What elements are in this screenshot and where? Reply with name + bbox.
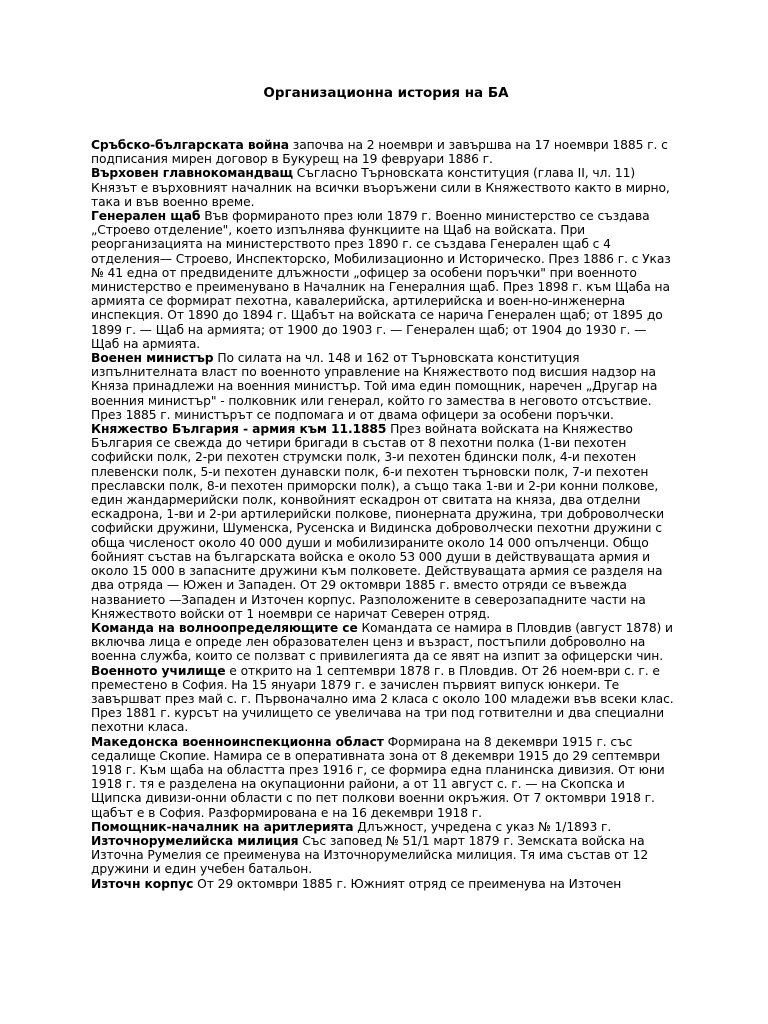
entry-text: Със заповед № 51/1 март 1879 г. Земската войска на Източна Румелия се преименува на Източнорумелийска милиция. Тя има състав от 12 дружини и един учебен батальон.	[91, 833, 649, 877]
entry-heading: Княжество България - армия към 11.1885	[91, 422, 387, 437]
entry-heading: Военен министър	[91, 351, 214, 366]
entry-paragraph	[91, 820, 675, 834]
entry-text: През войната войската на Княжество България се свежда до четири бригади в състав от 8 пехотни полка (1-ви пехотен софийски полк, 2-ри пехотен струмски полк, 3-и пехотен бдински полк, 4-и пехотен плевенски полк, 5-и пехотен дунавски полк, 6-и пехотен търновски полк, 7-и пехотен преславски полк, 8-и пехотен приморски полк), а също така 1-ви и 2-ри конни полкове, един жандармерийски полк, конвойният ескадрон от свитата на княза, два отделни ескадрона, 1-ви и 2-ри артилерийски полкове, пионерната дружина, три доброволчески софийски дружини, Шуменска, Русенска и Видинска доброволчески пехотни дружини с обща численост около 40 000 души и мобилизираните около 14 000 опълченци. Общо бойният състав на българската войска е около 53 000 души в действуващата армия и около 15 000 в запасните дружини към полковете. Действуващата армия се разделя на два отряда — Южен и Западен. От 29 октомври 1885 г. вместо отряди се въвежда названието —Западен и Източен корпус. Разположените в северозападните части на Княжеството войски от 1 ноември се наричат Северен отряд.	[91, 422, 665, 621]
entry-text: От 29 октомври 1885 г. Южният отряд се преименува на Източен	[193, 876, 622, 891]
document-page	[91, 85, 675, 891]
entries-list	[91, 138, 675, 891]
entry-text: Формирана на 8 декември 1915 г. със седалище Скопие. Намира се в оперативната зона от 8 декември 1915 до 29 септември 1918 г. Към щаба на областта през 1916 г, се формира една планинска дивизия. От юни 1918 г. тя е разделена на окупационни райони, а от 11 август с. г. — на Скопска и Щипска дивизи-онни области с по пет полкови военни окръжия. От 7 октомври 1918 г. щабът е в София. Разформирована е на 16 декември 1918 г.	[91, 734, 665, 820]
entry-heading: Източн корпус	[91, 876, 194, 891]
entry-paragraph	[91, 351, 675, 422]
entry-heading: Военното училище	[91, 663, 226, 678]
entry-heading: Върховен главнокомандващ	[91, 166, 293, 181]
entry-paragraph	[91, 621, 675, 664]
entry-heading: Генерален щаб	[91, 209, 201, 224]
entry-text: Съгласно Търновската конституция (глава II, чл. 11) Князът е върховният началник на всички въоръжени сили в Княжеството както в мирно, така и във военно време.	[91, 166, 670, 209]
entry-paragraph	[91, 138, 675, 166]
entry-text: е открито на 1 септември 1878 г. в Пловдив. От 26 ноем-ври с. г. е преместено в София. На 15 януари 1879 г. е зачислен първият випуск юнкери. Те завършват през май с. г. Първоначално има 2 класа с около 100 младежи във всеки клас. През 1881 г. курсът на училището се увеличава на три под готвителни и два специални пехотни класа.	[91, 663, 674, 735]
entry-paragraph	[91, 834, 675, 877]
entry-heading: Македонска военноинспекционна област	[91, 734, 384, 749]
entry-heading: Източнорумелийска милиция	[91, 833, 299, 848]
entry-paragraph	[91, 209, 675, 351]
entry-heading: Команда на волноопределяющите се	[91, 620, 358, 635]
entry-paragraph	[91, 422, 675, 621]
entry-text: Във формираното през юли 1879 г. Военно министерство се създава „Строево отделение", което изпълнява функциите на Щаб на войската. При реорганизацията на министерството през 1890 г. се създава Генерален щаб с 4 отделения— Строево, Инспекторско, Мобилизационно и Историческо. През 1886 г. с Указ № 41 една от предвидените длъжности „офицер за особени поръчки" при военното министерство е преименувано в Началник на Генералния щаб. През 1898 г. към Щаба на армията се формират пехотна, кавалерийска, артилерийска и воен-но-инженерна инспекция. От 1890 до 1894 г. Щабът на войската се нарича Генерален щаб; от 1895 до 1899 г. — Щаб на армията; от 1900 до 1903 г. — Генерален щаб; от 1904 до 1930 г. — Щаб на армията.	[91, 209, 671, 351]
entry-heading: Сръбско-българската война	[91, 138, 289, 152]
entry-paragraph	[91, 877, 675, 891]
entry-text: Командата се намира в Пловдив (август 1878) и включва лица е опреде лен образователен ценз и възраст, постъпили доброволно на военна служба, които се ползват с привилегията да се явят на изпит за офицерски чин.	[91, 620, 673, 664]
entry-paragraph	[91, 735, 675, 820]
entry-text: започва на 2 ноември и завършва на 17 ноември 1885 г. с подписания мирен договор в Букурещ на 19 февруари 1886 г.	[91, 138, 668, 167]
entry-paragraph	[91, 664, 675, 735]
document-title: Организационна история на БА	[263, 85, 509, 101]
entry-text: По силата на чл. 148 и 162 от Търновската конституция изпълнителната власт по военното управление на Княжеството под висшия надзор на Княза принадлежи на военния министър. Той има един помощник, наречен „Другар на военния министър" - полковник или генерал, който го замества в неговото отсъствие. През 1885 г. министърът се подпомага и от двама офицери за особени поръчки.	[91, 351, 658, 422]
entry-heading: Помощник-началник на аритлерията	[91, 819, 354, 834]
entry-paragraph	[91, 166, 675, 209]
entry-text: Длъжност, учредена с указ № 1/1893 г.	[353, 819, 612, 834]
